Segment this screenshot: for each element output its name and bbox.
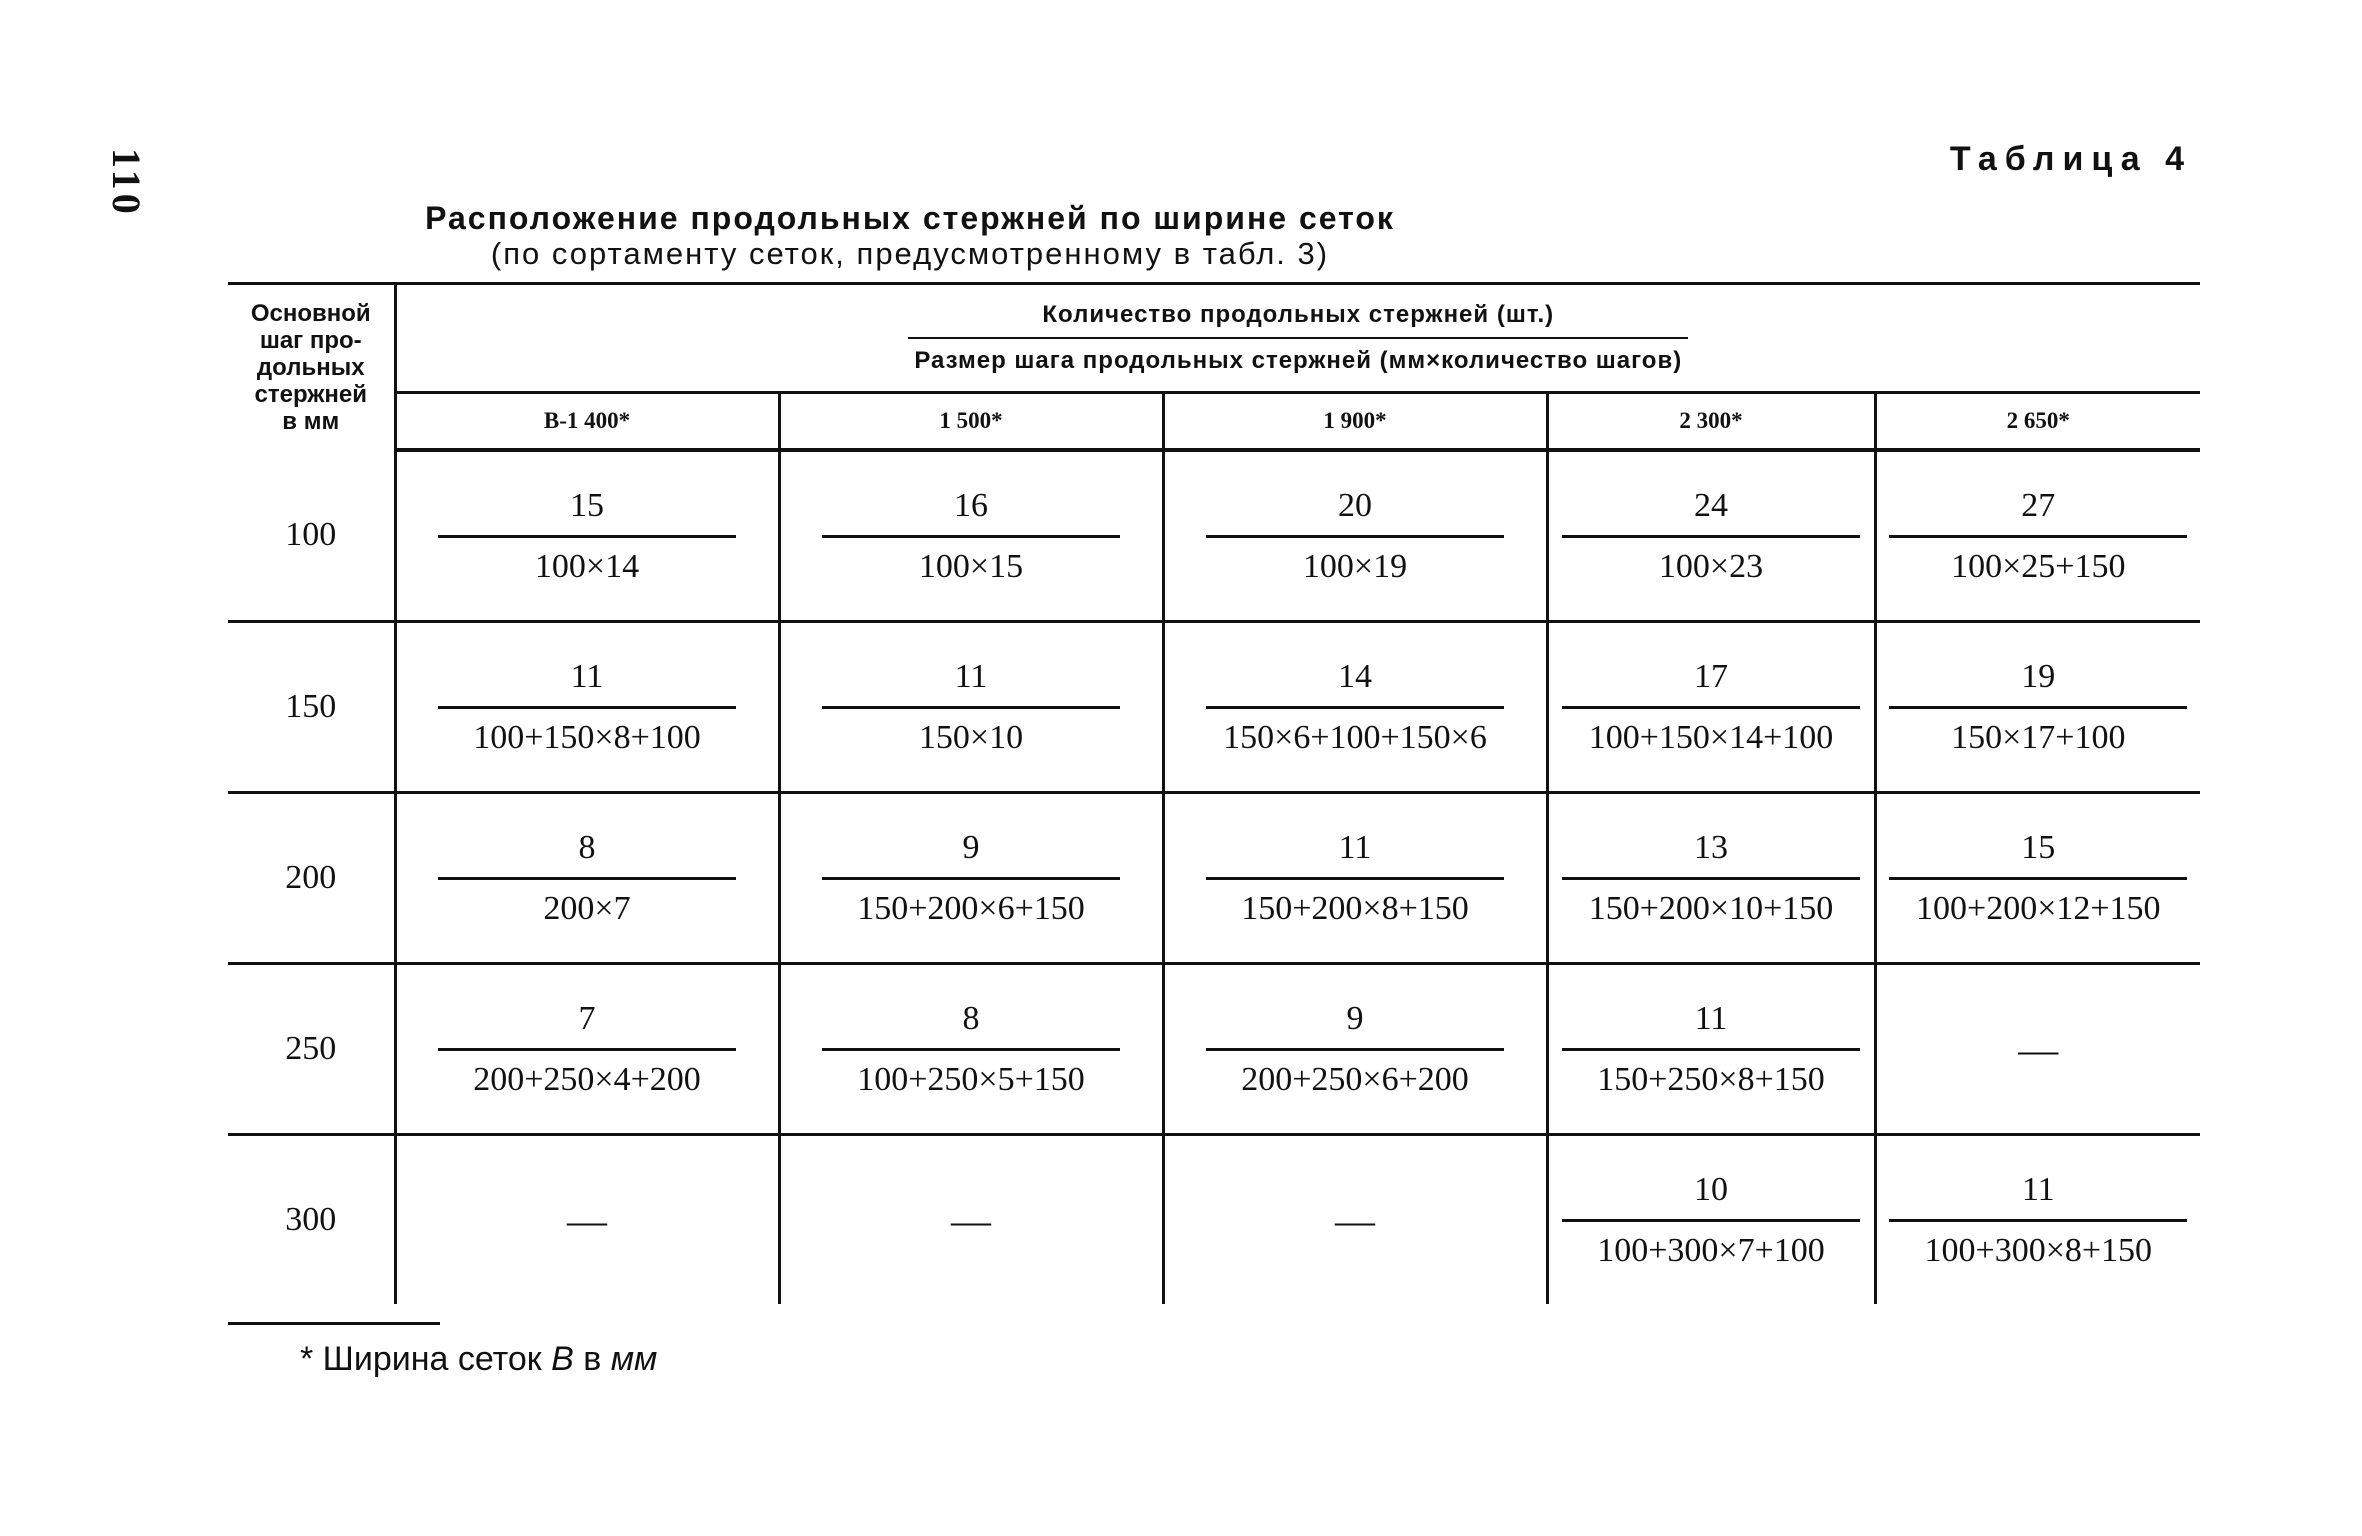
cell-fraction <box>1556 658 1866 757</box>
rod-count: 24 <box>1694 486 1728 524</box>
rod-count: 8 <box>962 999 980 1037</box>
rod-spacing: 100×23 <box>1658 547 1764 585</box>
footnote: * Ширина сеток В в мм <box>300 1340 658 1378</box>
rod-spacing: 100+200×12+150 <box>1916 889 2161 927</box>
cell-fraction <box>1883 487 2193 586</box>
rod-spacing: 150×17+100 <box>1951 718 2126 756</box>
table-cell <box>1875 622 2200 793</box>
cell-fraction <box>1556 1171 1866 1270</box>
empty-dash: — <box>2018 1026 2059 1072</box>
table-row <box>228 793 2200 964</box>
table-cell <box>779 1135 1163 1305</box>
rod-spacing: 150×6+100+150×6 <box>1223 718 1487 756</box>
cell-fraction <box>1556 487 1866 586</box>
rod-count: 11 <box>1338 828 1372 866</box>
rod-spacing: 150+200×6+150 <box>857 889 1085 927</box>
rod-count: 10 <box>1694 1170 1728 1208</box>
table-cell <box>1163 622 1547 793</box>
rod-spacing: 150+250×8+150 <box>1597 1060 1825 1098</box>
table-row <box>228 1135 2200 1305</box>
cell-fraction <box>432 829 742 928</box>
rod-count: 16 <box>954 486 988 524</box>
cell-fraction <box>432 1000 742 1099</box>
data-table <box>228 282 2200 1304</box>
header-step-column: Основной шаг про- дольных стержней в мм <box>228 284 395 451</box>
row-step: 100 <box>228 450 395 622</box>
header-width: 2 300* <box>1547 393 1875 451</box>
header-numerator-label: Количество продольных стержней (шт.) <box>1042 301 1555 328</box>
table-cell <box>1547 964 1875 1135</box>
table-cell <box>1547 793 1875 964</box>
empty-dash: — <box>951 1197 991 1243</box>
table-cell <box>1875 450 2200 622</box>
empty-dash: — <box>1335 1197 1375 1243</box>
rod-spacing: 100+150×8+100 <box>473 718 701 756</box>
header-fraction-legend <box>395 284 2200 393</box>
empty-dash: — <box>567 1197 607 1243</box>
table-cell <box>779 450 1163 622</box>
cell-fraction <box>1556 829 1866 928</box>
rod-count: 17 <box>1694 657 1728 695</box>
table-cell <box>395 793 779 964</box>
rod-count: 7 <box>578 999 596 1037</box>
cell-fraction <box>816 658 1126 757</box>
row-step: 150 <box>228 622 395 793</box>
table-cell <box>395 1135 779 1305</box>
rod-count: 13 <box>1694 828 1728 866</box>
rod-spacing: 200+250×4+200 <box>473 1060 701 1098</box>
rod-spacing: 100+300×7+100 <box>1597 1231 1825 1269</box>
cell-fraction <box>1200 829 1510 928</box>
table-title: Расположение продольных стержней по ширине сеток <box>425 200 1395 236</box>
cell-fraction <box>1883 658 2193 757</box>
rod-count: 9 <box>1346 999 1364 1037</box>
rod-spacing: 100+150×14+100 <box>1588 718 1834 756</box>
footnote-divider <box>228 1322 440 1325</box>
rod-spacing: 150+200×8+150 <box>1241 889 1469 927</box>
rod-spacing: 200+250×6+200 <box>1241 1060 1469 1098</box>
rod-count: 9 <box>962 828 980 866</box>
header-width: 2 650* <box>1875 393 2200 451</box>
cell-fraction <box>1200 1000 1510 1099</box>
page-number: 110 <box>104 148 149 218</box>
rod-count: 11 <box>570 657 604 695</box>
rod-count: 8 <box>578 828 596 866</box>
table-cell <box>1163 793 1547 964</box>
header-denominator-label: Размер шага продольных стержней (мм×количество шагов) <box>914 347 1683 374</box>
rod-spacing: 200×7 <box>543 889 631 927</box>
table-cell <box>1163 1135 1547 1305</box>
rod-count: 19 <box>2021 657 2056 695</box>
table-subtitle: (по сортаменту сеток, предусмотренному в табл. 3) <box>490 236 1330 271</box>
rod-count: 27 <box>2021 486 2056 524</box>
table-cell <box>1163 964 1547 1135</box>
rod-spacing: 100×19 <box>1302 547 1408 585</box>
table-cell <box>779 622 1163 793</box>
table-cell <box>779 964 1163 1135</box>
cell-fraction <box>816 1000 1126 1099</box>
rod-count: 14 <box>1338 657 1372 695</box>
cell-fraction <box>1200 658 1510 757</box>
cell-fraction <box>816 829 1126 928</box>
rod-spacing: 100×15 <box>918 547 1024 585</box>
rod-count: 11 <box>1694 999 1728 1037</box>
table-cell <box>1875 793 2200 964</box>
cell-fraction <box>1883 829 2193 928</box>
table-cell <box>1547 1135 1875 1305</box>
rod-count: 11 <box>954 657 988 695</box>
rod-spacing: 150×10 <box>918 718 1024 756</box>
cell-fraction <box>1556 1000 1866 1099</box>
table-cell <box>395 450 779 622</box>
rod-spacing: 100+250×5+150 <box>857 1060 1085 1098</box>
cell-fraction <box>432 658 742 757</box>
table-cell <box>779 793 1163 964</box>
table-cell <box>1163 450 1547 622</box>
table-cell <box>1875 964 2200 1135</box>
row-step: 250 <box>228 964 395 1135</box>
table-body <box>228 450 2200 1304</box>
cell-fraction <box>432 487 742 586</box>
rod-count: 15 <box>570 486 604 524</box>
row-step: 200 <box>228 793 395 964</box>
table-row <box>228 622 2200 793</box>
rod-spacing: 100+300×8+150 <box>1924 1231 2153 1269</box>
table-row <box>228 964 2200 1135</box>
rod-count: 15 <box>2021 828 2056 866</box>
header-width: 1 500* <box>779 393 1163 451</box>
row-step: 300 <box>228 1135 395 1305</box>
table-row <box>228 450 2200 622</box>
table-cell <box>1875 1135 2200 1305</box>
rod-count: 20 <box>1338 486 1372 524</box>
cell-fraction <box>1200 487 1510 586</box>
rod-spacing: 150+200×10+150 <box>1588 889 1834 927</box>
header-width: В-1 400* <box>395 393 779 451</box>
rod-spacing: 100×14 <box>534 547 640 585</box>
cell-fraction <box>1883 1171 2193 1270</box>
table-cell <box>395 622 779 793</box>
table-cell <box>395 964 779 1135</box>
table-cell <box>1547 622 1875 793</box>
rod-spacing: 100×25+150 <box>1951 547 2126 585</box>
header-width: 1 900* <box>1163 393 1547 451</box>
cell-fraction <box>816 487 1126 586</box>
table-cell <box>1547 450 1875 622</box>
table-label: Таблица 4 <box>1949 140 2192 178</box>
rod-count: 11 <box>2021 1170 2055 1208</box>
